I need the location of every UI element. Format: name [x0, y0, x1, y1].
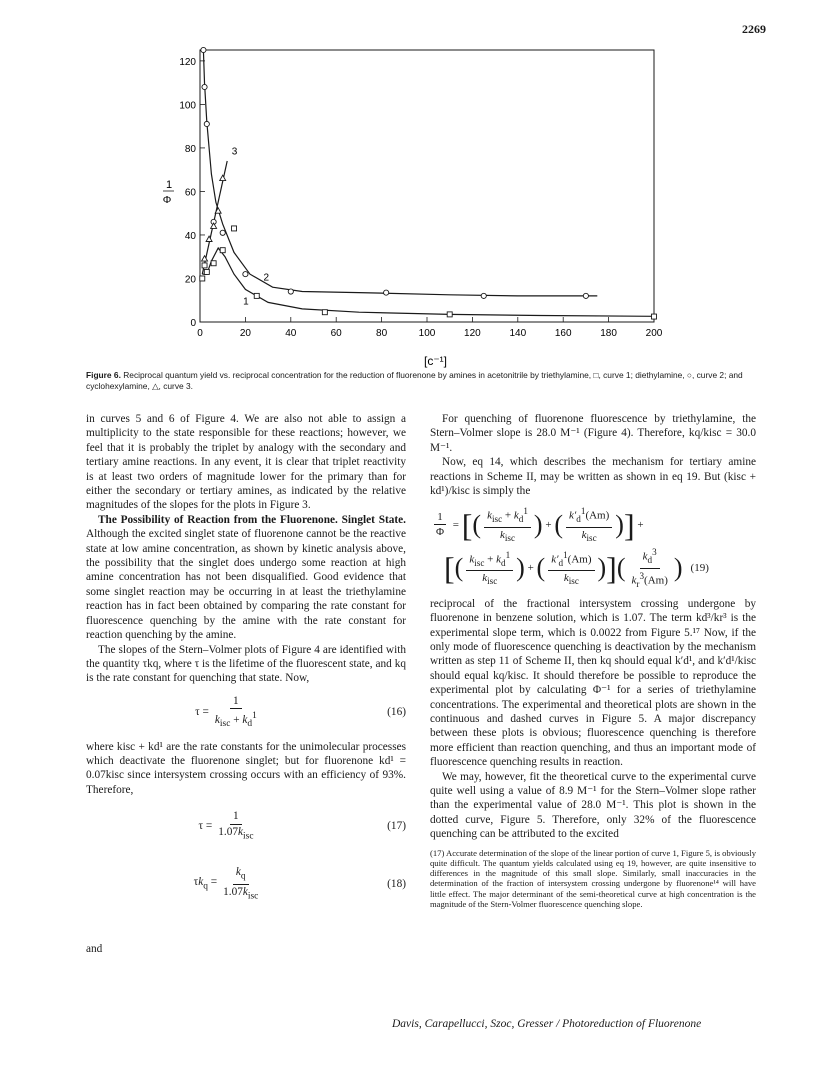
- right-paragraph-3: reciprocal of the fractional intersystem crossing undergone by fluorenone in benzene solution, which is 1.07. The term kd³/kr³ is the experimental slope term, which is 0.0022 from Figure 5.¹⁷ Now, if the only mode of fluorescence quenching is deactivation by the mechanism written as step 11 of Scheme II, then kq should equal k′d¹, and k′d¹/kisc should equal kq/kisc. It should therefore be possible to reproduce the experimental plot by calculating Φ⁻¹ for a series of triethylamine concentrations. The experimental and theoretical plots are shown in the continuous and dashed curves in Figure 5. A major discrepancy between these plots is obvious; fluorescence quenching is therefore more efficient than reaction quenching, and thus an important mode of fluorescence quenching results in reaction.: [430, 597, 756, 769]
- x-axis-label: [c⁻¹]: [424, 354, 447, 368]
- y-tick-label: 0: [190, 318, 196, 329]
- x-tick-label: 160: [554, 328, 572, 339]
- equation-19-number: (19): [690, 561, 709, 574]
- left-paragraph-2: Although the excited singlet state of fluorenone cannot be the reactive state at low amine concentration, as shown by kinetic analysis above, the possibility that the singlet does undergo some reaction at high amine concentration has not been disqualified. Good evidence that some singlet reaction may be occurring in at least the triethylamine reaction has in fact been obtained by comparing the rate constant for fluorescence quenching by the amine with the rate constant for reaction quenching by the amine.: [86, 528, 406, 642]
- left-column: [86, 412, 406, 912]
- y-tick-label: 100: [179, 100, 196, 112]
- caption-label: Figure 6.: [86, 370, 121, 380]
- curve-2-line: [203, 50, 597, 296]
- y-axis-label-num: 1: [166, 179, 173, 191]
- curve-1-point: [204, 269, 209, 274]
- curve-1-point: [254, 293, 259, 298]
- equation-16: τ = $\frac{1}{k_{isc} + k_d^1}$ (16): [195, 694, 406, 730]
- curve-1-point: [322, 310, 327, 315]
- curve-2-point: [384, 290, 389, 295]
- caption-text: Reciprocal quantum yield vs. reciprocal concentration for the reduction of fluorenone by amines in acetonitrile by triethylamine, □, curve 1; diethylamine, ○, curve 2; and cyclohexylamine, △, curve 3.: [86, 370, 743, 391]
- right-paragraph-2: Now, eq 14, which describes the mechanism for tertiary amine reactions in Scheme II, may be written as shown in eq 19. But (kisc + kd¹)/kisc is simply the: [430, 456, 756, 498]
- curve-1-point: [447, 312, 452, 317]
- x-tick-label: 200: [645, 328, 663, 339]
- curve-label: 1: [243, 296, 249, 308]
- and-word: and: [86, 943, 103, 955]
- curve-3-point: [206, 236, 212, 241]
- curve-2-point: [583, 293, 588, 298]
- curve-2-point: [243, 272, 248, 277]
- left-paragraph-1: in curves 5 and 6 of Figure 4. We are also not able to assign a multiplicity to the state responsible for these reactions; however, we feel that it is probably the triplet by analogy with the secondary and tertiary amine reactions. In any event, it is clear that triplet reactivity is at least two orders of magnitude lower for the primary than for either the secondary or tertiary amines, as indicated by the relative magnitudes of the slopes for the plots in Figure 3.: [86, 413, 406, 512]
- curve-2-point: [202, 84, 207, 89]
- curve-3-point: [220, 175, 226, 180]
- x-tick-label: 180: [600, 328, 617, 339]
- curve-1-point: [200, 276, 205, 281]
- right-paragraph-1: For quenching of fluorenone fluorescence by triethylamine, the Stern–Volmer slope is 28.0 M⁻¹ (Figure 4). Therefore, kq/kisc = 30.0 M⁻¹.: [430, 413, 756, 454]
- equation-17: τ = $\frac{1}{1.07k_{isc}}$ (17): [198, 810, 406, 841]
- equation-19: $\frac{1}{\Phi}$ = [ ( $\frac{k_{isc} + k_d^1}{k_{isc}}$ ) + ( $\frac{k'_d^1(Am)}{k_{isc}}$ ) ] + [ ( $\frac{k_{isc} + k_d^1}{k_{isc}}$ ) + ( $\frac{k'_d^1(Am)}{k_{isc}}$ ) ] ( $\frac{k_d^3}{k_r^3(Am)}$ ) (19): [436, 506, 709, 589]
- curve-1-point: [232, 226, 237, 231]
- footnote-17: (17) Accurate determination of the slope of the linear portion of curve 1, Figure 5, is obviously quite difficult. The quantum yields calculated using eq 19, however, are quite insensitive to differences in the magnitude of this small slope. Similarly, small inaccuracies in the determination of the fraction of intersystem crossing undergone by fluorenone¹⁴ will have little effect. The major determinant of the semi-theoretical curve at high concentration is the magnitude of the Stern-Volmer fluorescence quenching slope.: [430, 847, 756, 909]
- x-tick-label: 140: [509, 328, 527, 339]
- left-paragraph-3: The slopes of the Stern–Volmer plots of Figure 4 are identified with the quantity τkq, where τ is the lifetime of the fluorescent state, and kq is the rate constant for quenching that state. Now,: [86, 643, 406, 685]
- x-tick-label: 80: [376, 328, 388, 339]
- curve-1-point: [211, 261, 216, 266]
- curve-2-point: [204, 121, 209, 126]
- x-tick-label: 40: [285, 328, 297, 339]
- y-tick-label: 120: [179, 56, 196, 68]
- curve-label: 3: [231, 146, 238, 158]
- curve-1-point: [220, 248, 225, 253]
- right-column: [430, 412, 756, 909]
- chart-curves: [202, 50, 654, 316]
- x-tick-label: 20: [239, 328, 251, 339]
- x-tick-label: 60: [330, 328, 342, 339]
- y-tick-label: 20: [184, 274, 196, 286]
- curve-2-point: [481, 293, 486, 298]
- y-tick-label: 40: [184, 230, 196, 242]
- equation-18: $\tau k_q$ = $\frac{k_q}{1.07k_{isc}}$ (18): [193, 866, 406, 902]
- x-tick-label: 100: [418, 328, 436, 339]
- figure-caption: [86, 370, 754, 392]
- y-axis-label-den: Φ: [163, 194, 172, 206]
- equation-18-number: (18): [387, 878, 406, 891]
- equation-17-number: (17): [387, 820, 406, 832]
- x-tick-label: 0: [197, 328, 203, 339]
- figure-6-chart: [150, 40, 680, 370]
- page-number: 2269: [742, 22, 766, 36]
- curve-1-point: [652, 314, 657, 319]
- curve-2-point: [220, 230, 225, 235]
- right-paragraph-4: We may, however, fit the theoretical curve to the experimental curve quite well using a value of 8.9 M⁻¹ for the Stern–Volmer slope rather than the experimental value of 28.0 M⁻¹. This plot is shown in the dotted curve, Figure 5. Therefore, only 32% of the fluorescence quenching can be attributed to the excited: [430, 770, 756, 841]
- y-tick-label: 80: [184, 143, 196, 155]
- curve-label: 2: [263, 272, 270, 284]
- x-tick-label: 120: [464, 328, 481, 339]
- curve-1-line: [202, 248, 654, 316]
- curve-2-point: [201, 47, 206, 52]
- section-heading: The Possibility of Reaction from the Fluorenone. Singlet State.: [98, 513, 406, 526]
- equation-16-number: (16): [387, 706, 406, 719]
- y-tick-label: 60: [184, 187, 196, 199]
- curve-1-point: [202, 263, 207, 268]
- running-footer: Davis, Carapellucci, Szoc, Gresser / Photoreduction of Fluorenone: [392, 1018, 702, 1030]
- curve-2-point: [288, 289, 293, 294]
- chart-ticks: [179, 57, 662, 339]
- left-paragraph-4: where kisc + kd¹ are the rate constants for the unimolecular processes which deactivate the fluorenone singlet; but for fluorenone kd¹ = 0.07kisc since intersystem crossing occurs with an efficiency of 93%. Therefore,: [86, 740, 406, 796]
- chart-markers: [200, 47, 657, 319]
